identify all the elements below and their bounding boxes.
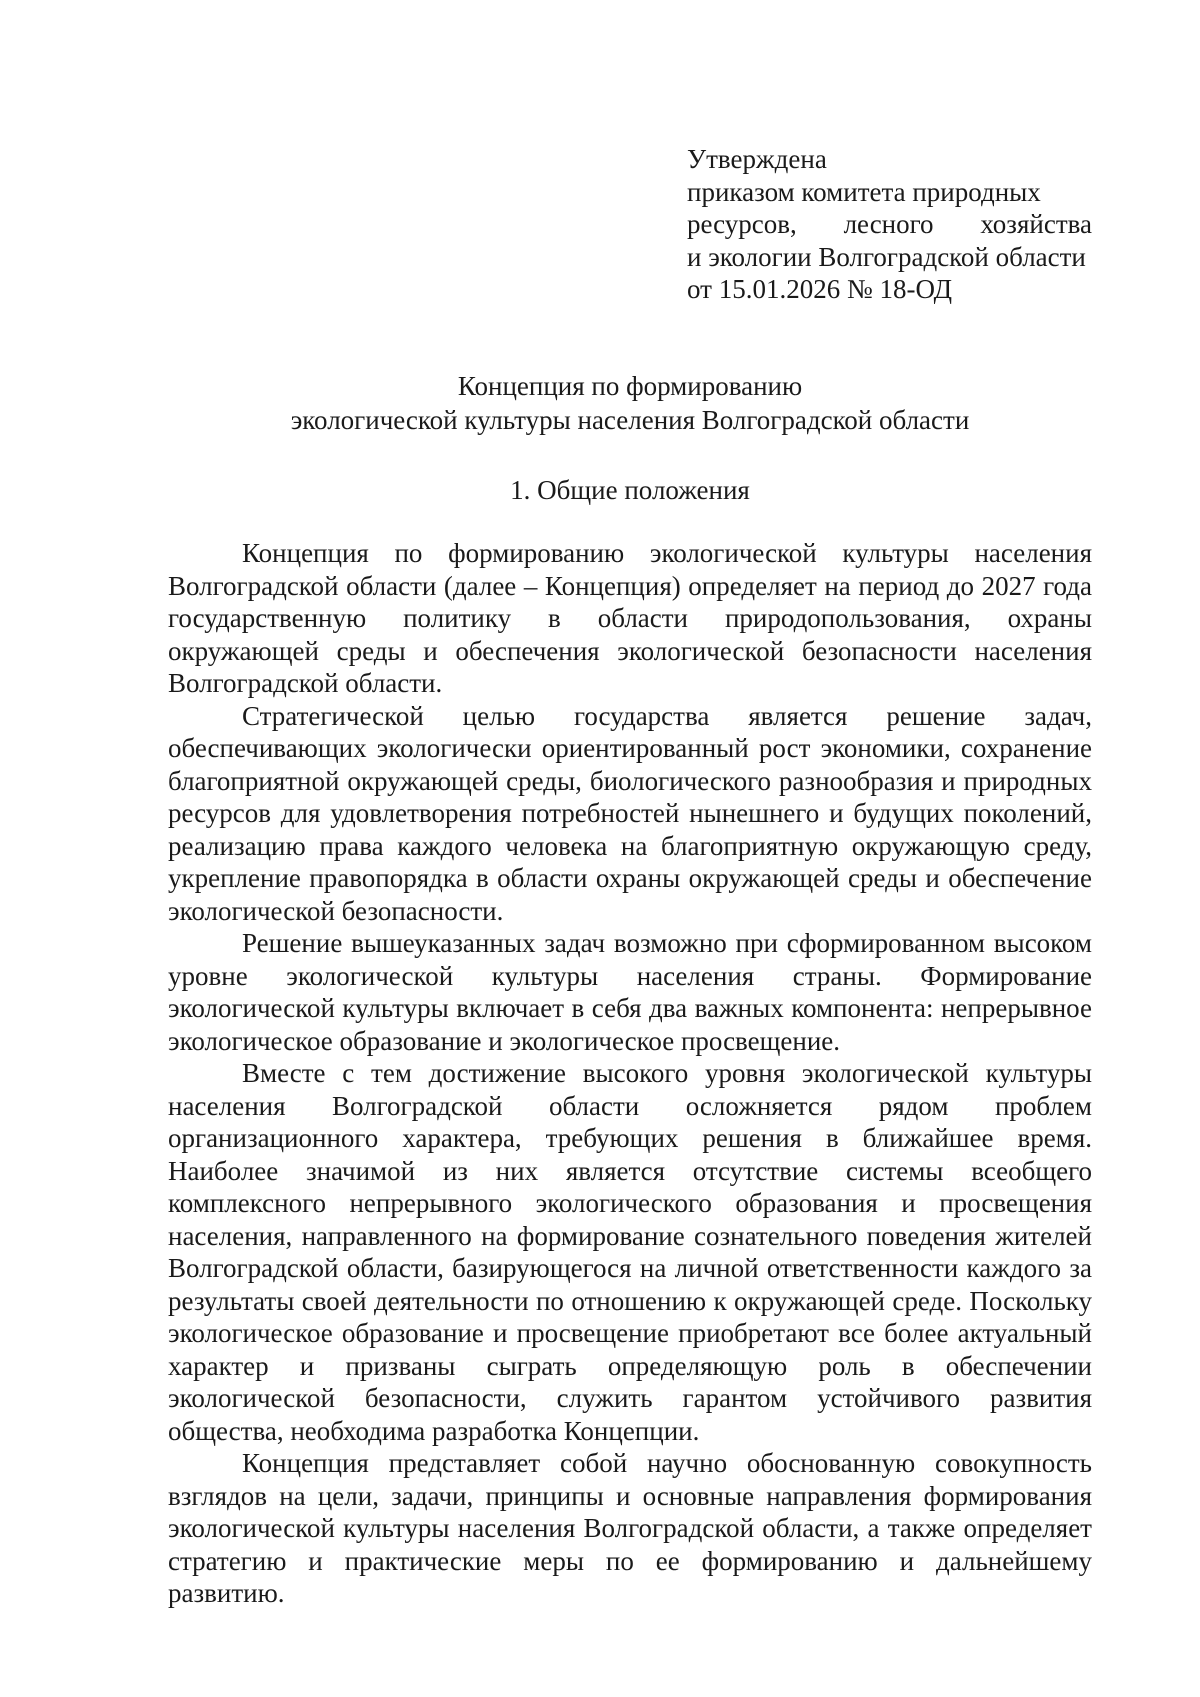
section-body [168, 537, 1092, 1610]
approval-line-order: приказом комитета природных [687, 176, 1041, 207]
title-line-2: экологической культуры населения Волгоградской области [290, 405, 970, 435]
approval-line-date-number: от 15.01.2026 № 18-ОД [687, 274, 953, 304]
paragraph: Решение вышеуказанных задач возможно при сформированном высоком уровне экологической культуры населения страны. Формирование экологической культуры включает в себя два важных компонента: непрерывное экологическое образование и экологическое просвещение. [168, 928, 1092, 1056]
approval-block [687, 143, 1092, 306]
paragraph: Концепция представляет собой научно обоснованную совокупность взглядов на цели, задачи, принципы и основные направления формирования экологической культуры населения Волгоградской области, а также определяет стратегию и практические меры по ее формированию и дальнейшему развитию. [168, 1448, 1092, 1608]
title-line-1: Концепция по формированию [457, 371, 803, 401]
paragraph: Вместе с тем достижение высокого уровня экологической культуры населения Волгоградской области осложняется рядом проблем организационного характера, требующих решения в ближайшее время. Наиболее значимой из них является отсутствие системы всеобщего комплексного непрерывного экологического образования и просвещения населения, направленного на формирование сознательного поведения жителей Волгоградской области, базирующегося на личной ответственности каждого за результаты своей деятельности по отношению к окружающей среде. Поскольку экологическое образование и просвещение приобретают все более актуальный характер и призваны сыграть определяющую роль в обеспечении экологической безопасности, служить гарантом устойчивого развития общества, необходима разработка Концепции. [168, 1058, 1092, 1446]
approval-line-ecology: и экологии Волгоградской области [687, 241, 1086, 272]
approval-line-resources: ресурсов, лесного хозяйства [687, 209, 1092, 239]
section-heading: 1. Общие положения [510, 475, 750, 505]
document-title [168, 369, 1092, 437]
paragraph: Стратегической целью государства является решение задач, обеспечивающих экологически ориентированный рост экономики, сохранение благоприятной окружающей среды, биологического разнообразия и природных ресурсов для удовлетворения потребностей нынешнего и будущих поколений, реализацию права каждого человека на благоприятную окружающую среду, укрепление правопорядка в области охраны окружающей среды и обеспечение экологической безопасности. [168, 700, 1092, 926]
approval-line-approved: Утверждена [687, 144, 827, 174]
paragraph: Концепция по формированию экологической культуры населения Волгоградской области (далее – Концепция) определяет на период до 2027 года государственную политику в области природопользования, охраны окружающей среды и обеспечения экологической безопасности населения Волгоградской области. [168, 538, 1092, 698]
